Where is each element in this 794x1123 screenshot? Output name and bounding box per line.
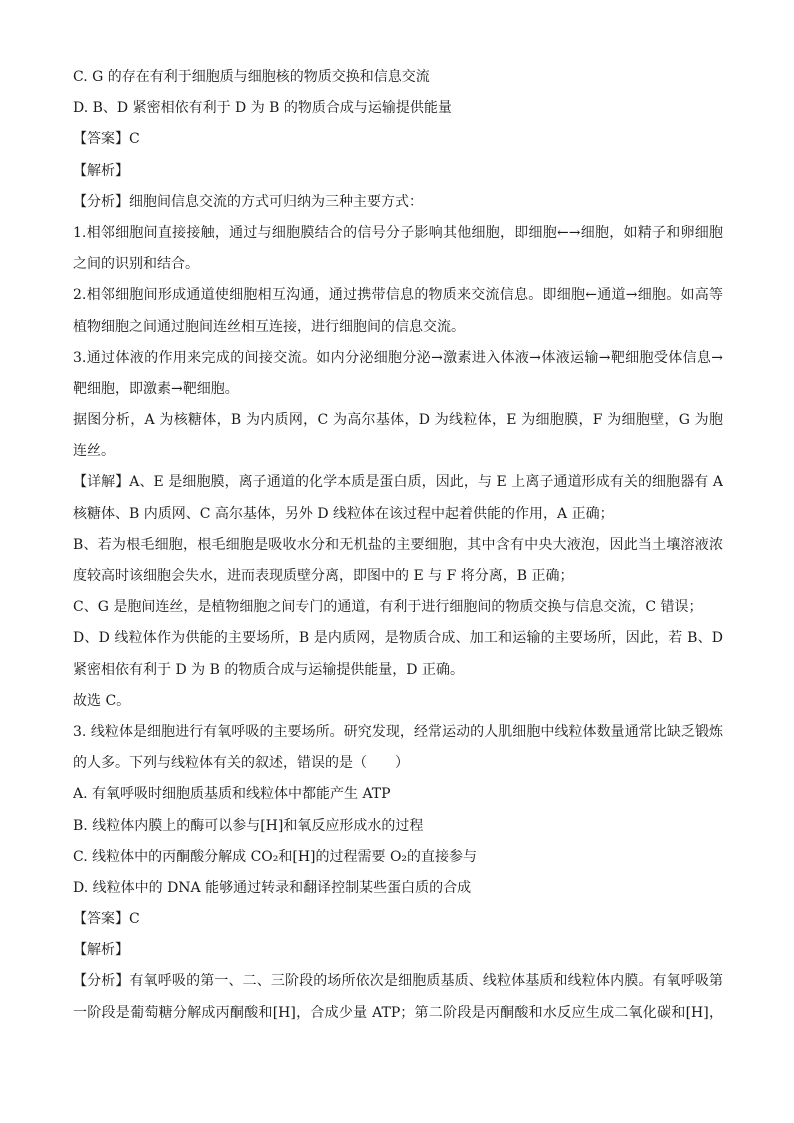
paragraph-line: C、G 是胞间连丝，是植物细胞之间专门的通道，有利于进行细胞间的物质交换与信息交流，C 错误； (73, 599, 703, 616)
paragraph-line: 据图分析，A 为核糖体，B 为内质网，C 为高尔基体，D 为线粒体，E 为细胞膜，F 为细胞壁，G 为胞 (73, 412, 723, 429)
paragraph-line: 2.相邻细胞间形成通道使细胞相互沟通，通过携带信息的物质来交流信息。即细胞←通道→细胞。如高等 (73, 287, 723, 304)
option-a-line: A. 有氧呼吸时细胞质基质和线粒体中都能产生 ATP (73, 786, 391, 803)
conclusion-line: 故选 C。 (73, 692, 131, 709)
option-c-line: C. 线粒体中的丙酮酸分解成 CO₂和[H]的过程需要 O₂的直接参与 (73, 848, 478, 865)
option-b-line: B. 线粒体内膜上的酶可以参与[H]和氧反应形成水的过程 (73, 817, 424, 834)
paragraph-line: 连丝。 (73, 443, 115, 460)
detail-heading-line: 【详解】A、E 是细胞膜，离子通道的化学本质是蛋白质，因此，与 E 上离子通道形成有关的细胞器有 A (73, 474, 723, 491)
paragraph-line: 核糖体、B 内质网、C 高尔基体，另外 D 线粒体在该过程中起着供能的作用，A 正确； (73, 505, 614, 522)
explanation-label: 【解析】 (73, 162, 129, 179)
paragraph-line: 1.相邻细胞间直接接触，通过与细胞膜结合的信号分子影响其他细胞，即细胞←→细胞，如精子和卵细胞 (73, 224, 723, 241)
answer-label: 【答案】C (73, 131, 140, 148)
paragraph-line: 3.通过体液的作用来完成的间接交流。如内分泌细胞分泌→激素进入体液→体液运输→靶细胞受体信息→ (73, 349, 723, 366)
paragraph-line: B、若为根毛细胞，根毛细胞是吸收水分和无机盐的主要细胞，其中含有中央大液泡，因此当土壤溶液浓 (73, 536, 723, 553)
paragraph-line: 靶细胞，即激素→靶细胞。 (73, 380, 239, 397)
option-d-line: D. 线粒体中的 DNA 能够通过转录和翻译控制某些蛋白质的合成 (73, 879, 472, 896)
paragraph-line: 度较高时该细胞会失水，进而表现质壁分离，即图中的 E 与 F 将分离，B 正确； (73, 568, 574, 584)
analysis-heading: 【分析】细胞间信息交流的方式可归纳为三种主要方式： (73, 193, 423, 210)
analysis-heading: 【分析】有氧呼吸的第一、二、三阶段的场所依次是细胞质基质、线粒体基质和线粒体内膜。有氧呼吸第 (73, 973, 723, 990)
paragraph-line: 植物细胞之间通过胞间连丝相互连接，进行细胞间的信息交流。 (73, 318, 465, 335)
paragraph-line: 紧密相依有利于 D 为 B 的物质合成与运输提供能量，D 正确。 (73, 661, 464, 678)
option-c-line: C. G 的存在有利于细胞质与细胞核的物质交换和信息交流 (73, 69, 430, 85)
question-stem-line: 3. 线粒体是细胞进行有氧呼吸的主要场所。研究发现，经常运动的人肌细胞中线粒体数量通常比缺乏锻炼 (73, 723, 723, 740)
explanation-label: 【解析】 (73, 942, 129, 959)
question-stem-line: 的人多。下列与线粒体有关的叙述，错误的是（ ） (73, 755, 409, 772)
option-d-line: D. B、D 紧密相依有利于 D 为 B 的物质合成与运输提供能量 (73, 100, 452, 117)
document-page (73, 62, 723, 1029)
paragraph-line: 之间的识别和结合。 (73, 256, 199, 273)
paragraph-line: 一阶段是葡萄糖分解成丙酮酸和[H]，合成少量 ATP；第二阶段是丙酮酸和水反应生成二氧化碳和[H]， (73, 1004, 723, 1021)
answer-label: 【答案】C (73, 911, 140, 928)
paragraph-line: D、D 线粒体作为供能的主要场所，B 是内质网，是物质合成、加工和运输的主要场所，因此，若 B、D (73, 630, 723, 647)
